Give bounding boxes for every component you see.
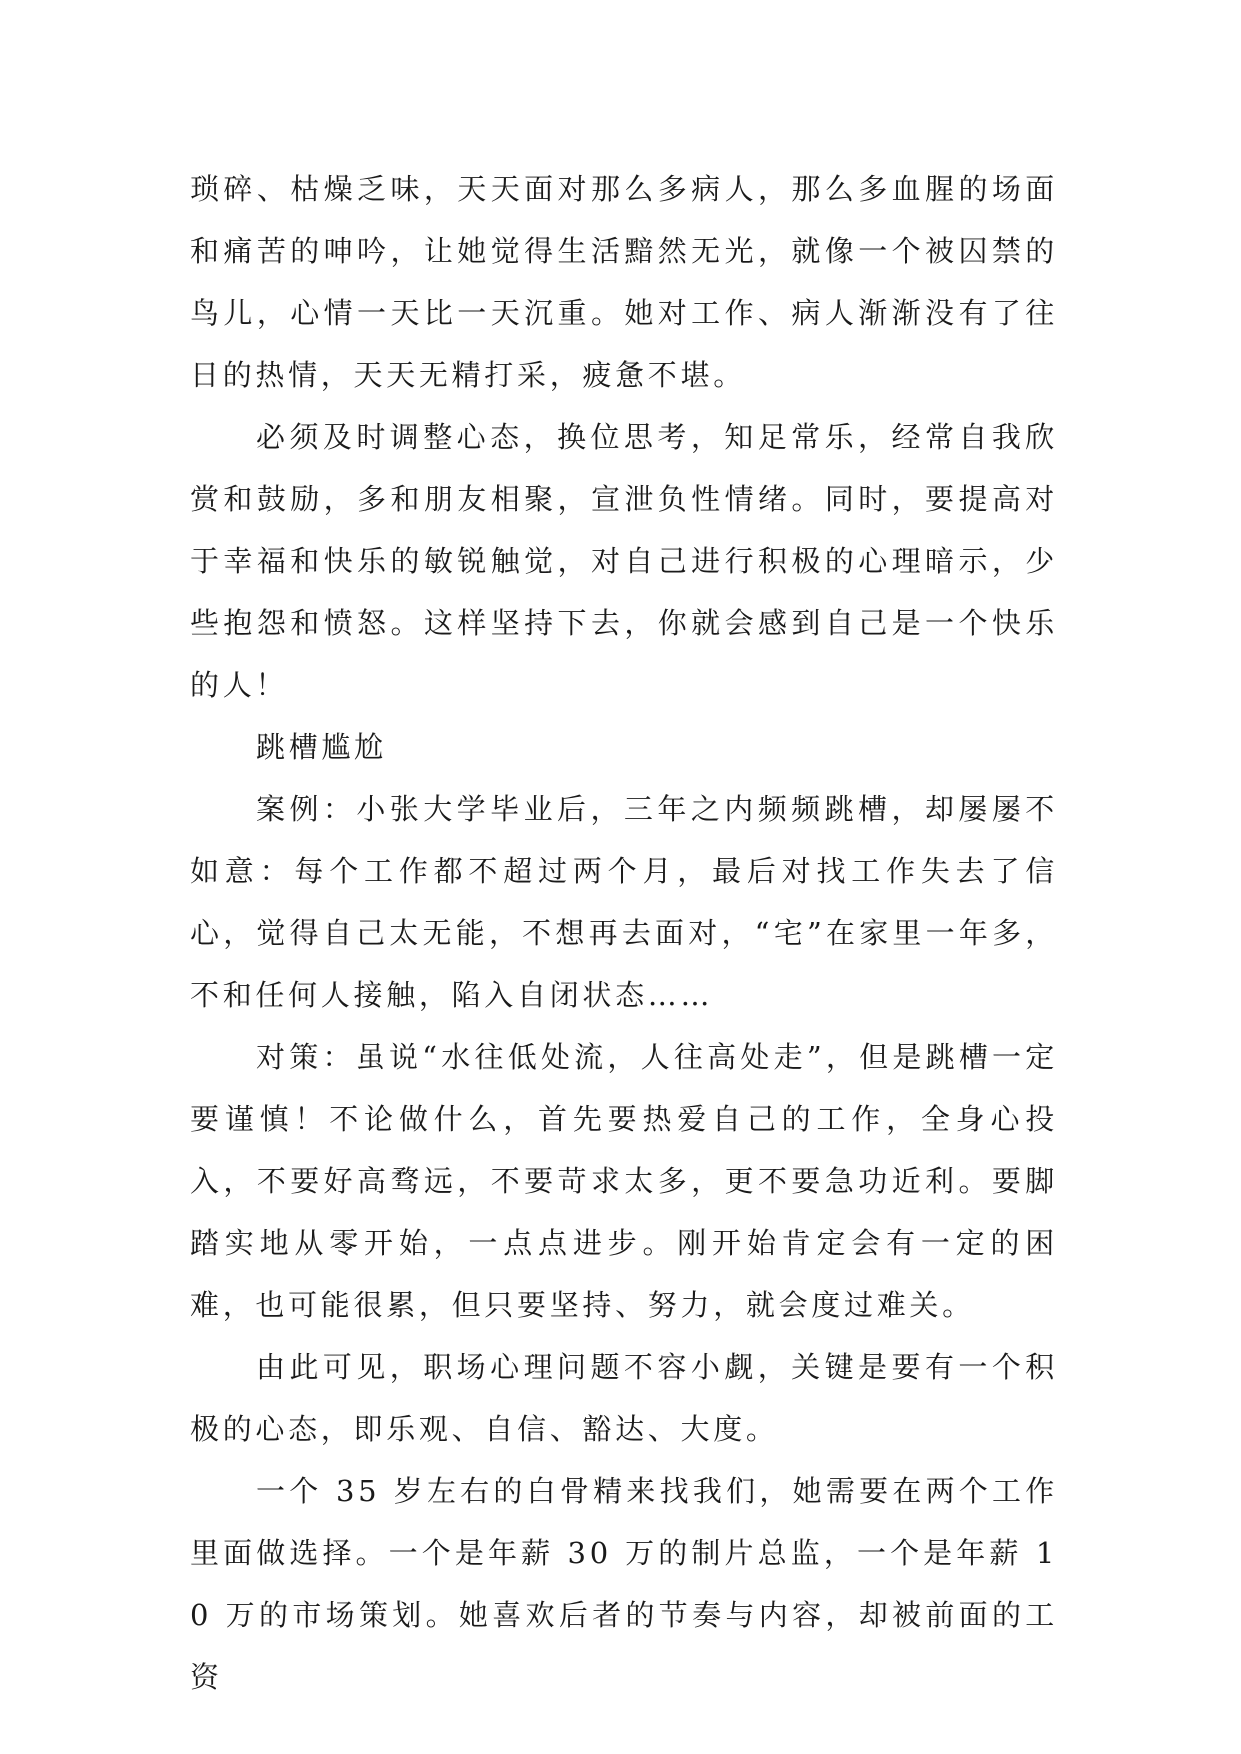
paragraph-conclusion: 由此可见，职场心理问题不容小觑，关键是要有一个积极的心态，即乐观、自信、豁达、大度。 [190, 1350, 1058, 1446]
paragraph-countermeasure: 对策：虽说“水往低处流，人往高处走”，但是跳槽一定要谨慎！不论做什么，首先要热爱自己的工作，全身心投入，不要好高骛远，不要苛求太多，更不要急功近利。要脚踏实地从零开始，一点点进步。刚开始肯定会有一定的困难，也可能很累，但只要坚持、努力，就会度过难关。 [190, 1040, 1058, 1322]
section-heading-job-hopping: 跳槽尴尬 [256, 730, 387, 764]
document-body [190, 158, 1058, 1708]
paragraph-example: 一个 35 岁左右的白骨精来找我们，她需要在两个工作里面做选择。一个是年薪 30 万的制片总监，一个是年薪 10 万的市场策划。她喜欢后者的节奏与内容，却被前面的工资 [190, 1474, 1058, 1694]
paragraph-continued: 琐碎、枯燥乏味，天天面对那么多病人，那么多血腥的场面和痛苦的呻吟，让她觉得生活黯然无光，就像一个被囚禁的鸟儿，心情一天比一天沉重。她对工作、病人渐渐没有了往日的热情，天天无精打采，疲惫不堪。 [190, 172, 1058, 392]
paragraph-case: 案例：小张大学毕业后，三年之内频频跳槽，却屡屡不如意：每个工作都不超过两个月，最后对找工作失去了信心，觉得自己太无能，不想再去面对，“宅”在家里一年多，不和任何人接触，陷入自闭状态…… [190, 792, 1058, 1012]
paragraph-advice: 必须及时调整心态，换位思考，知足常乐，经常自我欣赏和鼓励，多和朋友相聚，宣泄负性情绪。同时，要提高对于幸福和快乐的敏锐触觉，对自己进行积极的心理暗示，少些抱怨和愤怒。这样坚持下去，你就会感到自己是一个快乐的人！ [190, 420, 1058, 702]
